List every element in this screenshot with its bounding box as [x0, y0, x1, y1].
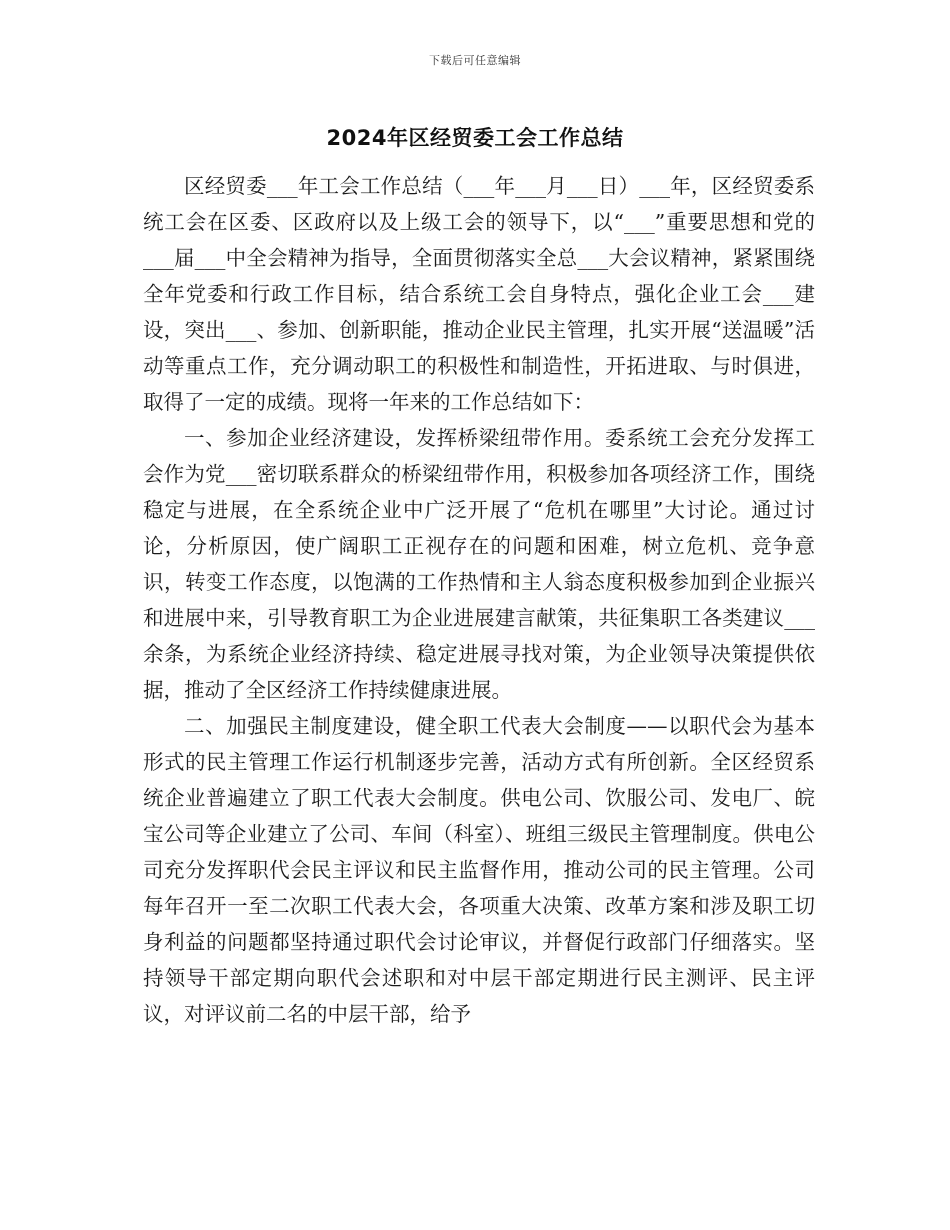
paragraph-section-1: 一、参加企业经济建设，发挥桥梁纽带作用。委系统工会充分发挥工会作为党___密切联系群众的桥梁纽带作用，积极参加各项经济工作，围绕稳定与进展，在全系统企业中广泛开展了“危机在哪里”大讨论。通过讨论，分析原因，使广阔职工正视存在的问题和困难，树立危机、竞争意识，转变工作态度，以饱满的工作热情和主人翁态度积极参加到企业振兴和进展中来，引导教育职工为企业进展建言献策，共征集职工各类建议___余条，为系统企业经济持续、稳定进展寻找对策，为企业领导决策提供依据，推动了全区经济工作持续健康进展。: [143, 426, 815, 702]
paragraph-section-2: 二、加强民主制度建设，健全职工代表大会制度——以职代会为基本形式的民主管理工作运行机制逐步完善，活动方式有所创新。全区经贸系统企业普遍建立了职工代表大会制度。供电公司、饮服公司、发电厂、皖宝公司等企业建立了公司、车间（科室）、班组三级民主管理制度。供电公司充分发挥职代会民主评议和民主监督作用，推动公司的民主管理。公司每年召开一至二次职工代表大会，各项重大决策、改革方案和涉及职工切身利益的问题都坚持通过职代会讨论审议，并督促行政部门仔细落实。坚持领导干部定期向职代会述职和对中层干部定期进行民主测评、民主评议，对评议前二名的中层干部，给予: [143, 714, 815, 1026]
document-body: [143, 168, 815, 1032]
page-header: 下载后可任意编辑: [429, 54, 521, 67]
paragraph-intro: 区经贸委___年工会工作总结（___年___月___日）___年，区经贸委系统工会在区委、区政府以及上级工会的领导下，以“___”重要思想和党的___届___中全会精神为指导，全面贯彻落实全总___大会议精神，紧紧围绕全年党委和行政工作目标，结合系统工会自身特点，强化企业工会___建设，突出___、参加、创新职能，推动企业民主管理，扎实开展“送温暖”活动等重点工作，充分调动职工的积极性和制造性，开拓进取、与时俱进，取得了一定的成绩。现将一年来的工作总结如下：: [143, 174, 815, 414]
document-title: 2024年区经贸委工会工作总结: [326, 126, 624, 150]
